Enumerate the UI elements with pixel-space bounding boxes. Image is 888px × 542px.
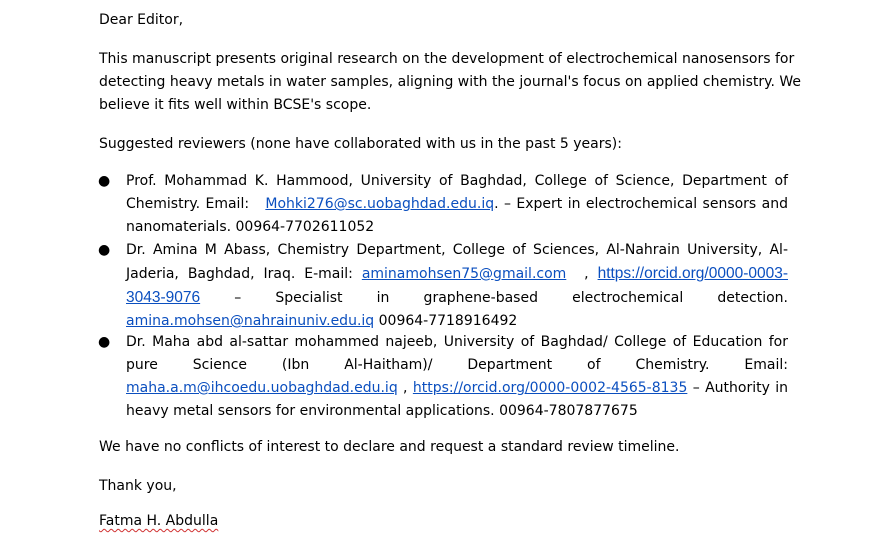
intro-line-3: believe it fits well within BCSE's scope. <box>99 97 372 113</box>
reviewer-email-link[interactable]: Mohki276@sc.uobaghdad.edu.iq <box>265 196 495 212</box>
reviewer-email-link[interactable]: maha.a.m@ihcoedu.uobaghdad.edu.iq <box>126 380 398 396</box>
reviewer-orcid-link[interactable]: https://orcid.org/0000-0002-4565-8135 <box>412 380 688 396</box>
reviewer-text: Prof. Mohammad K. Hammood, University of Baghdad, College of Science, Department of Chemistry. Email: <box>126 173 788 212</box>
reviewers-heading: Suggested reviewers (none have collaborated with us in the past 5 years): <box>99 136 622 152</box>
reviewer-text: – Specialist in graphene-based electrochemical detection. <box>234 290 788 306</box>
reviewer-entry <box>126 170 788 239</box>
reviewer-text: Dr. Maha abd al-sattar mohammed najeeb, University of Baghdad/ College of Education for pure Science (Ibn Al-Haitham)/ Department of Chemistry. Email: <box>126 334 788 373</box>
intro-line-2: detecting heavy metals in water samples, aligning with the journal's focus on applied chemistry. We <box>99 74 801 90</box>
reviewer-entry: Dr. Amina M Abass, Chemistry Department, College of Sciences, Al-Nahrain University, Al-Jaderia, Baghdad, Iraq. E-mail: aminamohsen75@gmail.com , https://orcid.org/0000-0003-3043-9076 – Specialist in graphene-based electrochemical detection. amina.mohsen@nahrainuniv.edu.iq 00964-7718916492 <box>126 242 788 329</box>
salutation: Dear Editor, <box>99 12 184 28</box>
bullet-icon: ● <box>98 173 111 189</box>
bullet-icon: ● <box>98 242 111 258</box>
conflicts-statement: We have no conflicts of interest to declare and request a standard review timeline. <box>99 439 680 455</box>
intro-line-1: This manuscript presents original research on the development of electrochemical nanosensors for <box>99 51 795 67</box>
signature-name: Fatma H. Abdulla <box>99 513 219 529</box>
signature <box>99 511 218 531</box>
reviewer-text: – Authority in heavy metal sensors for environmental applications. 00964-7807877675 <box>126 380 788 419</box>
reviewer-text: Dr. Amina M Abass, Chemistry Department, College of Sciences, Al-Nahrain University, Al-Jaderia, Baghdad, Iraq. E-mail: <box>126 242 788 282</box>
bullet-icon: ● <box>98 334 111 350</box>
reviewer-email-link[interactable]: aminamohsen75@gmail.com <box>361 266 567 282</box>
reviewer-email-link[interactable]: amina.mohsen@nahrainuniv.edu.iq <box>126 313 375 329</box>
reviewer-phone: 00964-7718916492 <box>378 313 518 329</box>
reviewer-text: . – Expert in electrochemical sensors and nanomaterials. 00964-7702611052 <box>126 196 788 235</box>
reviewer-entry: Dr. Maha abd al-sattar mohammed najeeb, University of Baghdad/ College of Education for pure Science (Ibn Al-Haitham)/ Department of Chemistry. Email: maha.a.m@ihcoedu.uobaghdad.edu.iq , https://orcid.org/0000-0002-4565-8135 – Authority in heavy metal sensors for environmental applications. 00964-7807877675 <box>126 334 788 419</box>
reviewer-orcid-link[interactable]: https://orcid.org/0000-0003-3043-9076 <box>126 265 788 306</box>
closing: Thank you, <box>99 478 177 494</box>
